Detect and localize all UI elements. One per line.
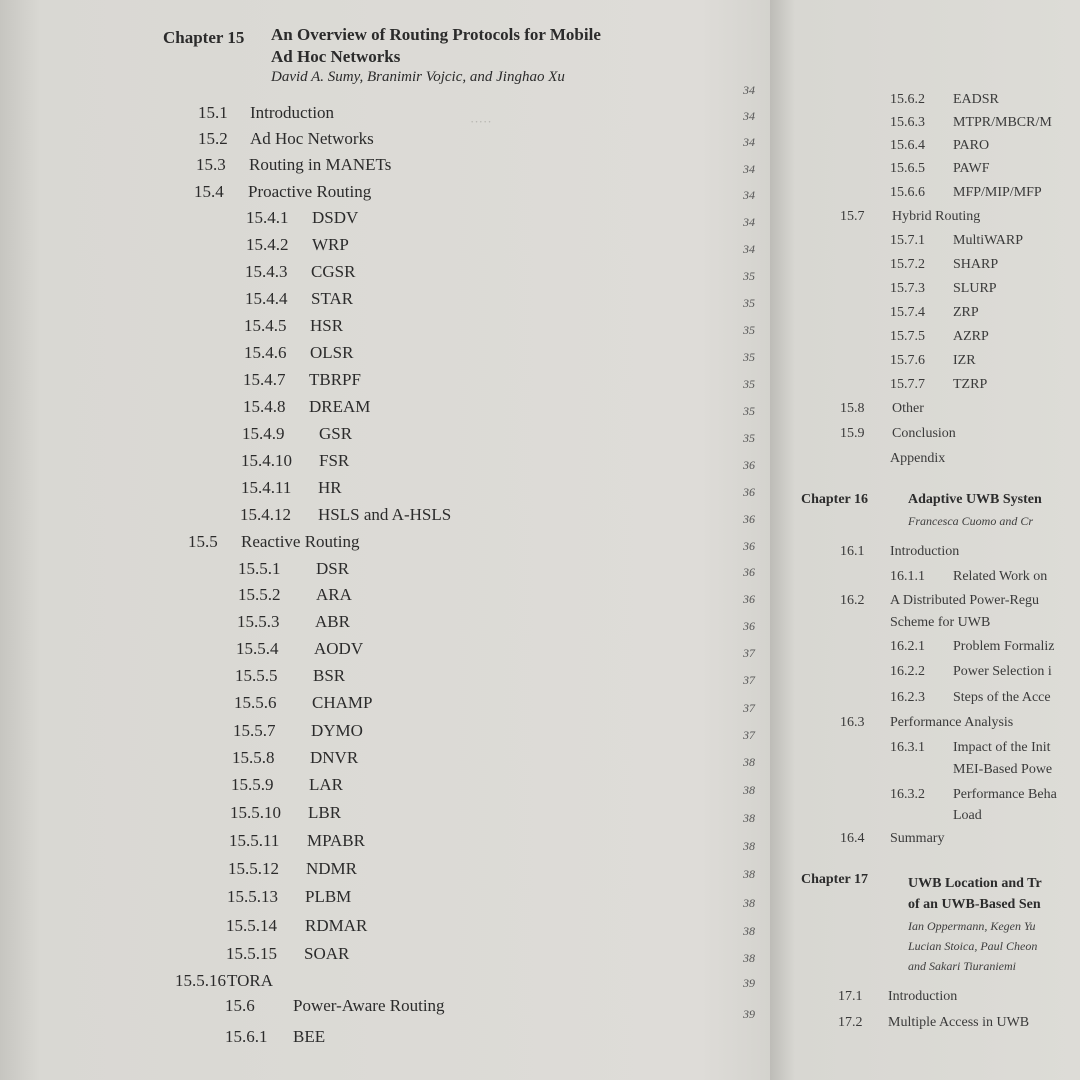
toc-entry-title: LBR: [308, 803, 342, 822]
toc-entry-title: Performance Analysis: [890, 715, 1014, 730]
toc-entry-title: HSLS and A-HSLS: [318, 505, 452, 524]
toc-entry-title: A Distributed Power-Regu: [890, 593, 1040, 608]
page-number: 39: [743, 1007, 755, 1021]
toc-entry-title: MFP/MIP/MFP: [953, 185, 1042, 200]
toc-entry-title: Reactive Routing: [241, 532, 360, 551]
toc-entry-title: DYMO: [311, 721, 363, 740]
toc-entry-title: GSR: [319, 424, 353, 443]
page-number: 39: [743, 976, 755, 990]
toc-entry-title: MTPR/MBCR/M: [953, 115, 1052, 130]
toc-entry-number: 15.5.5: [235, 666, 278, 685]
toc-entry-title: Power Selection i: [953, 664, 1052, 679]
page-number: 36: [743, 485, 755, 499]
toc-entry-number: 15.4.7: [243, 370, 286, 389]
chapter16-authors: Francesca Cuomo and Cr: [908, 514, 1033, 528]
toc-entry-title: OLSR: [310, 343, 354, 362]
toc-entry-number: 15.7.5: [890, 329, 925, 344]
page-number: 38: [743, 896, 755, 910]
toc-entry-title: DSR: [316, 559, 350, 578]
toc-entry-number: 15.7.2: [890, 257, 925, 272]
toc-entry-number: 15.4.10: [241, 451, 292, 470]
toc-entry-number: 15.4.8: [243, 397, 286, 416]
toc-entry-number: 15.3: [196, 155, 226, 174]
page-number: 35: [743, 269, 755, 283]
toc-entry-number: 15.2: [198, 129, 228, 148]
toc-entry-number: 15.5.6: [234, 693, 277, 712]
toc-entry-number: 16.2.3: [890, 690, 925, 705]
toc-entry-title: Appendix: [890, 451, 946, 466]
toc-entry-number: 15.7.6: [890, 353, 925, 368]
toc-entry-number: 15.5.2: [238, 585, 281, 604]
toc-entry-number: 15.5.15: [226, 944, 277, 963]
toc-entry-title: Impact of the Init: [953, 740, 1051, 755]
page-number: 35: [743, 296, 755, 310]
toc-entry-number: 15.4.12: [240, 505, 291, 524]
toc-entry-title: Performance Beha: [953, 787, 1057, 802]
toc-entry-number: 15.9: [840, 426, 865, 441]
toc-entry-number: 15.6.3: [890, 115, 925, 130]
toc-entry-title: CHAMP: [312, 693, 373, 712]
toc-entry-number: 16.3: [840, 715, 865, 730]
page-number: 36: [743, 565, 755, 579]
toc-entry-number: 15.6.4: [890, 138, 925, 153]
toc-entry-title: MPABR: [307, 831, 365, 850]
chapter17-authors-line3: and Sakari Tiuraniemi: [908, 959, 1017, 973]
toc-entry-number: 15.4.3: [245, 262, 288, 281]
toc-entry-number: 15.5: [188, 532, 218, 551]
chapter-label: Chapter 15: [163, 28, 245, 47]
toc-entry-number: 15.6: [225, 996, 255, 1015]
page-number: 36: [743, 458, 755, 472]
toc-entry-number: 15.6.6: [890, 185, 925, 200]
toc-entry-title: Introduction: [890, 544, 960, 559]
toc-entry-number: 15.4.1: [246, 208, 289, 227]
toc-entry-title: Multiple Access in UWB: [888, 1015, 1030, 1030]
page-number: 36: [743, 592, 755, 606]
toc-entry-number: 15.5.1: [238, 559, 281, 578]
toc-entry-title: Ad Hoc Networks: [250, 129, 374, 148]
toc-entry-number: 15.8: [840, 401, 865, 416]
toc-entry-number: 15.4.6: [244, 343, 287, 362]
toc-entry-title: SOAR: [304, 944, 350, 963]
page-number: 37: [743, 673, 755, 687]
chapter16-label: Chapter 16: [801, 492, 869, 507]
toc-entry-title: Problem Formaliz: [953, 639, 1055, 654]
toc-entry-number: 15.4: [194, 182, 224, 201]
toc-entry-number: 15.4.4: [245, 289, 288, 308]
toc-entry-number: 17.2: [838, 1015, 863, 1030]
toc-entry-title: TZRP: [953, 377, 988, 392]
toc-entry-number: 15.5.4: [236, 639, 279, 658]
toc-entry-number: 15.5.8: [232, 748, 275, 767]
toc-entry-number: 15.5.12: [228, 859, 279, 878]
toc-entry-title: EADSR: [953, 92, 999, 107]
toc-entry-title: TORA: [227, 971, 273, 990]
toc-entry-title: Introduction: [888, 989, 958, 1004]
toc-entry-title: LAR: [309, 775, 343, 794]
toc-entry-title: PARO: [953, 138, 990, 153]
toc-entry-title: MEI-Based Powe: [953, 762, 1053, 777]
page-number: 38: [743, 783, 755, 797]
toc-entry-title: DNVR: [310, 748, 359, 767]
chapter17-authors-line1: Ian Oppermann, Kegen Yu: [908, 919, 1036, 933]
toc-entry-title: Power-Aware Routing: [293, 996, 445, 1015]
toc-entry-title: CGSR: [311, 262, 356, 281]
page-number: 38: [743, 951, 755, 965]
toc-entry-title: ABR: [315, 612, 350, 631]
toc-entry-number: 15.6.5: [890, 161, 925, 176]
chapter17-title-line1: UWB Location and Tr: [908, 876, 1042, 891]
toc-entry-title: PLBM: [305, 887, 352, 906]
toc-entry-number: 15.5.16: [175, 971, 226, 990]
toc-entry-number: 16.4: [840, 831, 865, 846]
toc-entry-number: 16.3.1: [890, 740, 925, 755]
toc-entry-number: 15.5.9: [231, 775, 274, 794]
toc-entry-number: 15.4.11: [241, 478, 292, 497]
page-number: 34: [743, 135, 755, 149]
toc-entry-title: SHARP: [953, 257, 999, 272]
toc-entry-title: Related Work on: [953, 569, 1048, 584]
chapter17-title-line2: of an UWB-Based Sen: [908, 897, 1041, 912]
chapter17-label: Chapter 17: [801, 872, 869, 887]
page-number: 35: [743, 350, 755, 364]
page-number: 37: [743, 728, 755, 742]
page-number: 37: [743, 646, 755, 660]
chapter16-title: Adaptive UWB Systen: [908, 492, 1042, 507]
page-number: 38: [743, 924, 755, 938]
toc-entry-title: NDMR: [306, 859, 358, 878]
bleed-through-text: ·····: [470, 114, 492, 129]
toc-entry-title: Steps of the Acce: [953, 690, 1051, 705]
toc-entry-title: ARA: [316, 585, 352, 604]
toc-entry-number: 15.7: [840, 209, 865, 224]
toc-entry-title: Proactive Routing: [248, 182, 372, 201]
toc-entry-number: 15.4.9: [242, 424, 285, 443]
page-number: 34: [743, 215, 755, 229]
right-page: [770, 0, 1080, 1080]
toc-entry-number: 16.1: [840, 544, 865, 559]
toc-entry-title: BEE: [293, 1027, 326, 1046]
toc-entry-title: Scheme for UWB: [890, 615, 991, 630]
page-number: 34: [743, 109, 755, 123]
toc-entry-number: 15.1: [198, 103, 228, 122]
chapter-authors: David A. Sumy, Branimir Vojcic, and Jinghao Xu: [271, 69, 565, 85]
toc-entry-title: IZR: [953, 353, 976, 368]
page-number: 38: [743, 811, 755, 825]
chapter17-authors-line2: Lucian Stoica, Paul Cheon: [908, 939, 1038, 953]
toc-entry-number: 15.5.13: [227, 887, 278, 906]
toc-entry-number: 15.5.7: [233, 721, 276, 740]
toc-entry-title: AZRP: [953, 329, 989, 344]
toc-entry-title: Routing in MANETs: [249, 155, 392, 174]
page-number: 35: [743, 377, 755, 391]
page-number: 34: [743, 242, 755, 256]
toc-entry-title: SLURP: [953, 281, 997, 296]
toc-entry-number: 15.4.2: [246, 235, 289, 254]
toc-entry-title: STAR: [311, 289, 354, 308]
page-number: 34: [743, 162, 755, 176]
page-number: 38: [743, 867, 755, 881]
toc-entry-number: 15.7.4: [890, 305, 925, 320]
toc-entry-number: 16.3.2: [890, 787, 925, 802]
toc-entry-number: 15.6.1: [225, 1027, 268, 1046]
page-number: 37: [743, 701, 755, 715]
page-number: 38: [743, 839, 755, 853]
toc-entry-title: HR: [318, 478, 342, 497]
toc-entry-title: Summary: [890, 831, 945, 846]
toc-entry-number: 15.7.3: [890, 281, 925, 296]
toc-entry-number: 15.7.1: [890, 233, 925, 248]
chapter-title-line2: Ad Hoc Networks: [271, 47, 401, 66]
toc-entry-number: 15.5.10: [230, 803, 281, 822]
toc-entry-number: 15.5.3: [237, 612, 280, 631]
page-number: 36: [743, 619, 755, 633]
toc-entry-title: Hybrid Routing: [892, 209, 981, 224]
toc-entry-title: Conclusion: [892, 426, 956, 441]
toc-entry-title: BSR: [313, 666, 346, 685]
toc-entry-title: TBRPF: [309, 370, 361, 389]
page-number: 36: [743, 512, 755, 526]
toc-entry-title: MultiWARP: [953, 233, 1024, 248]
toc-entry-title: ZRP: [953, 305, 979, 320]
toc-entry-title: RDMAR: [305, 916, 368, 935]
page-number: 35: [743, 431, 755, 445]
toc-entry-title: AODV: [314, 639, 364, 658]
toc-entry-title: HSR: [310, 316, 344, 335]
toc-entry-title: FSR: [319, 451, 350, 470]
toc-entry-title: WRP: [312, 235, 349, 254]
page-number: 36: [743, 539, 755, 553]
page-number: 34: [743, 83, 755, 97]
page-number: 38: [743, 755, 755, 769]
toc-entry-number: 15.7.7: [890, 377, 925, 392]
toc-entry-title: Load: [953, 808, 982, 823]
toc-entry-title: Other: [892, 401, 924, 416]
toc-entry-number: 16.1.1: [890, 569, 925, 584]
toc-entry-number: 15.5.14: [226, 916, 277, 935]
toc-entry-number: 15.4.5: [244, 316, 287, 335]
toc-entry-number: 16.2.1: [890, 639, 925, 654]
page-number: 35: [743, 323, 755, 337]
toc-entry-title: Introduction: [250, 103, 335, 122]
chapter-title-line1: An Overview of Routing Protocols for Mobile: [271, 25, 601, 44]
page-number: 34: [743, 188, 755, 202]
toc-entry-number: 17.1: [838, 989, 863, 1004]
toc-entry-title: PAWF: [953, 161, 990, 176]
toc-entry-number: 16.2: [840, 593, 865, 608]
page-number: 35: [743, 404, 755, 418]
toc-entry-title: DSDV: [312, 208, 359, 227]
toc-entry-number: 15.5.11: [229, 831, 280, 850]
toc-entry-title: DREAM: [309, 397, 371, 416]
toc-entry-number: 16.2.2: [890, 664, 925, 679]
toc-entry-number: 15.6.2: [890, 92, 925, 107]
